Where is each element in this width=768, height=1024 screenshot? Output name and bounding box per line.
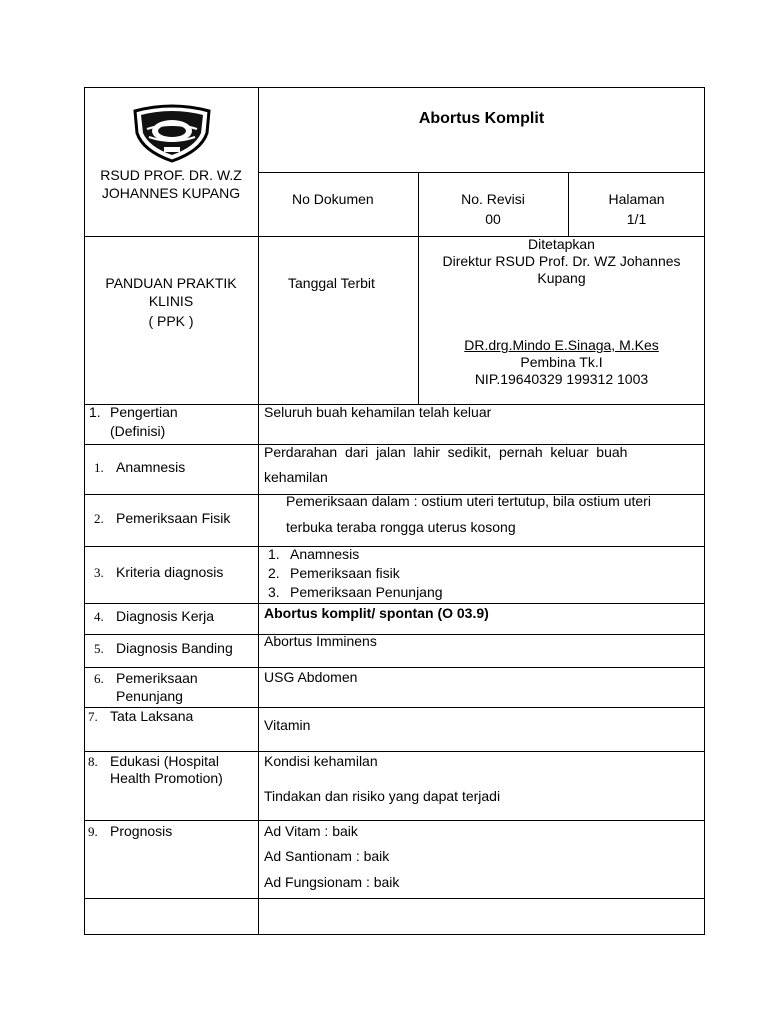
prognosis-label: Prognosis [110, 823, 173, 839]
no-revisi-label: No. Revisi [461, 191, 525, 207]
rule [258, 88, 259, 935]
diagnosis-banding-content: Abortus Imminens [264, 633, 377, 649]
rule [85, 898, 705, 899]
hospital-logo [131, 103, 213, 163]
row-number: 5. [94, 641, 104, 656]
kriteria-diagnosis-label: Kriteria diagnosis [116, 564, 224, 580]
ppk-line1: PANDUAN PRAKTIK [105, 275, 237, 291]
pemeriksaan-fisik-label: Pemeriksaan Fisik [116, 510, 231, 526]
row-number: 6. [94, 671, 104, 686]
no-revisi-value: 00 [485, 211, 501, 227]
tanggal-terbit-label: Tanggal Terbit [288, 275, 375, 291]
rule [85, 667, 705, 668]
document-title: Abortus Komplit [418, 110, 545, 127]
ppk-line3: ( PPK ) [148, 313, 194, 329]
list-item-number: 1. [268, 546, 280, 562]
ditetapkan-label: Ditetapkan [528, 236, 595, 252]
edukasi-content-line2: Tindakan dan risiko yang dapat terjadi [264, 788, 501, 804]
row-number: 8. [88, 754, 98, 769]
rule [85, 546, 705, 547]
list-item: Anamnesis [290, 546, 360, 562]
anamnesis-content-line2: kehamilan [264, 469, 328, 485]
rule [258, 172, 705, 173]
signer-rank: Pembina Tk.I [520, 354, 603, 370]
tata-laksana-content: Vitamin [264, 717, 311, 733]
anamnesis-label: Anamnesis [116, 459, 186, 475]
hospital-name-line2: JOHANNES KUPANG [101, 185, 241, 201]
row-number: 1. [89, 404, 101, 420]
prognosis-item: Ad Fungsionam : baik [264, 874, 400, 890]
row-number: 3. [94, 565, 104, 580]
signer-name: DR.drg.Mindo E.Sinaga, M.Kes [464, 337, 659, 353]
row-number: 2. [94, 511, 104, 526]
list-item-number: 3. [268, 584, 280, 600]
prognosis-item: Ad Santionam : baik [264, 848, 390, 864]
edukasi-content-line1: Kondisi kehamilan [264, 753, 378, 769]
direktur-line1: Direktur RSUD Prof. Dr. WZ Johannes [442, 253, 681, 269]
pengertian-content: Seluruh buah kehamilan telah keluar [264, 404, 492, 420]
direktur-line2: Kupang [537, 270, 586, 286]
anamnesis-content-line1: Perdarahan dari jalan lahir sedikit, pernah keluar buah [264, 444, 628, 460]
no-dokumen-label: No Dokumen [292, 191, 374, 207]
hospital-name-line1: RSUD PROF. DR. W.Z [100, 167, 242, 183]
pemeriksaan-penunjang-label-line2: Penunjang [116, 688, 183, 704]
prognosis-item: Ad Vitam : baik [264, 823, 358, 839]
pemeriksaan-penunjang-content: USG Abdomen [264, 669, 358, 685]
pemeriksaan-fisik-content-line2: terbuka teraba rongga uterus kosong [286, 519, 516, 535]
row-number: 4. [94, 609, 104, 624]
ppk-line2: KLINIS [148, 293, 194, 309]
tata-laksana-label: Tata Laksana [110, 708, 194, 724]
diagnosis-banding-label: Diagnosis Banding [116, 640, 233, 656]
list-item-number: 2. [268, 565, 280, 581]
diagnosis-kerja-label: Diagnosis Kerja [116, 608, 215, 624]
edukasi-label-line1: Edukasi (Hospital [110, 753, 219, 769]
rule [85, 820, 705, 821]
signer-nip: NIP.19640329 199312 1003 [474, 371, 649, 387]
pengertian-label-line2: (Definisi) [110, 423, 166, 439]
row-number: 9. [88, 824, 98, 839]
halaman-value: 1/1 [626, 211, 647, 227]
pemeriksaan-fisik-content-line1: Pemeriksaan dalam : ostium uteri tertutup, bila ostium uteri [286, 493, 651, 509]
rule [85, 634, 705, 635]
halaman-label: Halaman [608, 191, 665, 207]
diagnosis-kerja-content: Abortus komplit/ spontan (O 03.9) [264, 605, 489, 621]
row-number: 7. [88, 709, 98, 724]
edukasi-label-line2: Health Promotion) [110, 770, 223, 786]
list-item: Pemeriksaan fisik [290, 565, 400, 581]
row-number: 1. [94, 460, 104, 475]
pemeriksaan-penunjang-label-line1: Pemeriksaan [116, 670, 198, 686]
pengertian-label-line1: Pengertian [110, 404, 178, 420]
list-item: Pemeriksaan Penunjang [290, 584, 443, 600]
